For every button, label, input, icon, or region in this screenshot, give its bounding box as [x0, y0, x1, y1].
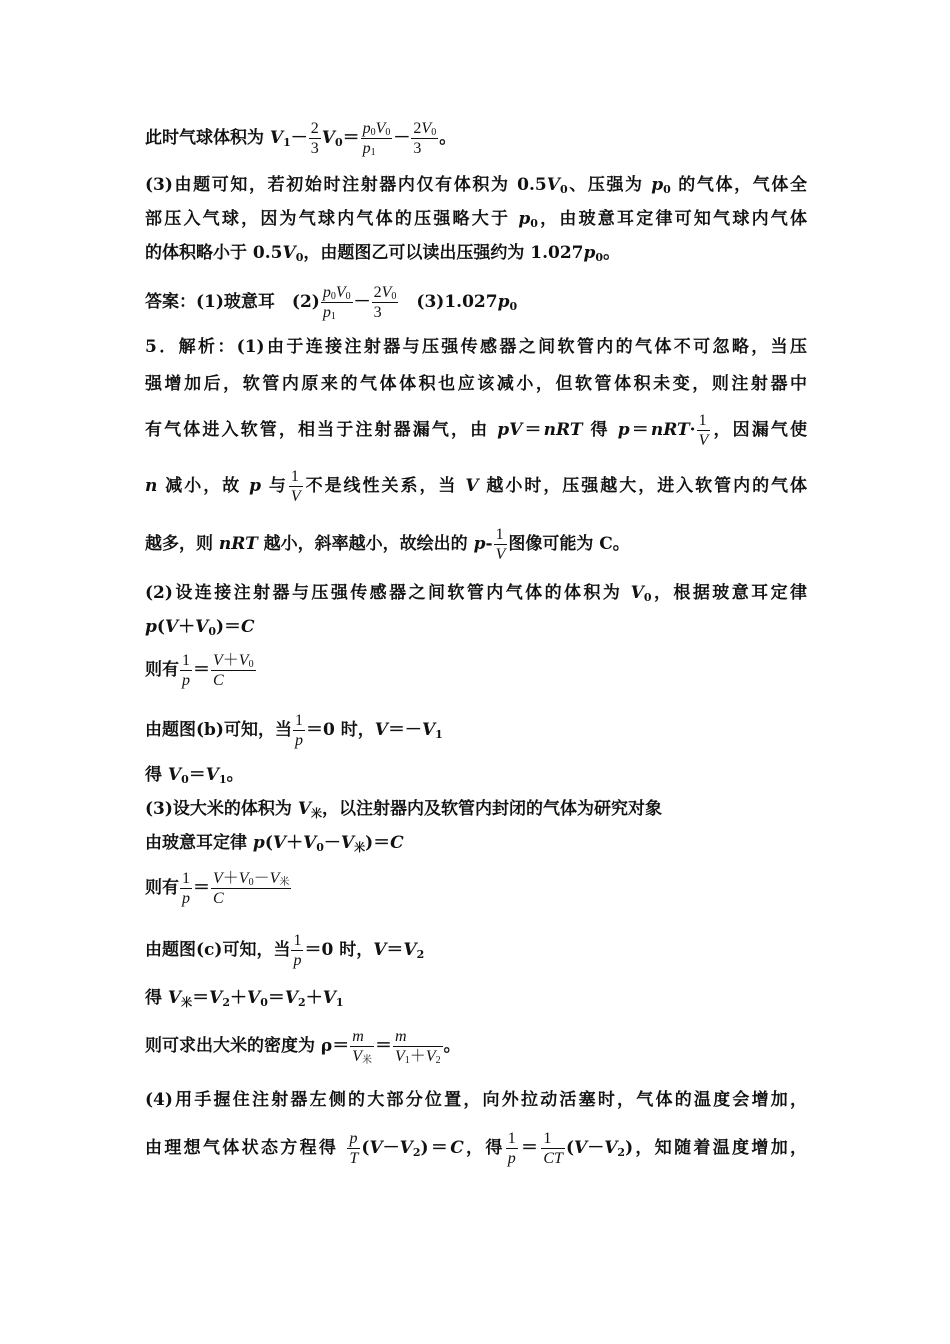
text-line: (3)由题可知，若初始时注射器内仅有体积为 $0.5V_0$、压强为 $p_0$ 的气体，气体全: [145, 175, 807, 196]
fraction: $\frac{2V_0}{3}$: [373, 284, 397, 321]
fraction: $\frac{2V_0}{3}$: [413, 120, 437, 157]
text-line: 则有 $\frac{1}{p}$ ＝ $\frac{V+V_0-V_米}{C}$: [145, 870, 290, 907]
text-line: $p(V+V_0)=C$: [145, 617, 255, 638]
fraction: $\frac{m}{V_1+V_2}$: [395, 1028, 441, 1066]
text-line: 有气体进入软管，相当于注射器漏气，由 pV＝nRT 得 p＝nRT· $\frac{1}{V}$ ，因漏气使: [145, 412, 807, 449]
text-line: 则可求出大米的密度为 ρ＝ $\frac{m}{V_米}$ ＝ $\frac{m}{V_1+V_2}$ 。: [145, 1028, 461, 1066]
answer-line: 答案：(1)玻意耳 (2) $\frac{p_0V_0}{p_1}$ － $\frac{2V_0}{3}$ $(3)1.027p_0$: [145, 284, 518, 322]
fraction: $\frac{1}{V}$: [698, 412, 709, 449]
text-line: 强增加后，软管内原来的气体体积也应该减小，但软管体积未变，则注射器中: [145, 374, 807, 394]
text-line: 由题图(b)可知，当 $\frac{1}{p}$ ＝0 时，$V=-V_1$: [145, 712, 443, 749]
fraction: $\frac{2}{3}$: [310, 120, 319, 157]
text-line: 得 $V_0=V_1$。: [145, 765, 244, 786]
fraction: $\frac{p}{T}$: [349, 1130, 359, 1167]
fraction: $\frac{p_0V_0}{p_1}$: [362, 120, 391, 158]
text-line: 此时气球体积为 $V_1-$ $\frac{2}{3}$ $V_0=$ $\frac{p_0V_0}{p_1}$ － $\frac{2V_0}{3}$ 。: [145, 120, 457, 158]
text-line: (3)设大米的体积为 $V_米$，以注射器内及软管内封闭的气体为研究对象: [145, 799, 663, 820]
fraction: $\frac{1}{p}$: [294, 712, 303, 749]
fraction: $\frac{V+V_0-V_米}{C}$: [213, 870, 290, 907]
text-line: 得 $V_米=V_2+V_0=V_2+V_1$: [145, 988, 344, 1009]
text-line: 的体积略小于 $0.5V_0$，由题图乙可以读出压强约为 $1.027p_0$。: [145, 243, 621, 264]
text-line: 部压入气球，因为气球内气体的压强略大于 $p_0$，由玻意耳定律可知气球内气体: [145, 209, 808, 230]
fraction: $\frac{1}{V}$: [290, 468, 301, 505]
text-line: (2)设连接注射器与压强传感器之间软管内气体的体积为 $V_0$，根据玻意耳定律: [145, 583, 807, 604]
text-line: (4)用手握住注射器左侧的大部分位置，向外拉动活塞时，气体的温度会增加，: [145, 1090, 807, 1110]
text-line: 由题图(c)可知，当 $\frac{1}{p}$ ＝0 时，$V=V_2$: [145, 932, 425, 969]
text-line: 由玻意耳定律 $p(V+V_0-V_米)=C$: [145, 833, 404, 854]
text-line: 5．解析：(1)由于连接注射器与压强传感器之间软管内的气体不可忽略，当压: [145, 337, 807, 357]
fraction: $\frac{1}{p}$: [507, 1130, 516, 1167]
fraction: $\frac{p_0V_0}{p_1}$: [322, 284, 351, 322]
solution-text: [145, 118, 807, 1176]
fraction: $\frac{1}{V}$: [495, 526, 506, 563]
fraction: $\frac{V+V_0}{C}$: [213, 652, 254, 689]
text-line: 则有 $\frac{1}{p}$ ＝ $\frac{V+V_0}{C}$: [145, 652, 254, 689]
fraction: $\frac{1}{p}$: [182, 652, 190, 689]
text-line: 由理想气体状态方程得 $\frac{p}{T}$ $(V-V_2)=C$，得 $\frac{1}{p}$ ＝ $\frac{1}{CT}$ $(V-V_2)$，知随着温度增加，: [145, 1130, 808, 1167]
text-line: 越多，则 nRT 越小，斜率越小，故绘出的 p- $\frac{1}{V}$ 图像可能为 C。: [145, 526, 630, 563]
fraction: $\frac{1}{p}$: [293, 932, 302, 969]
fraction: $\frac{1}{CT}$: [543, 1130, 563, 1167]
text-line: n 减小，故 p 与 $\frac{1}{V}$ 不是线性关系，当 V 越小时，压强越大，进入软管内的气体: [145, 468, 808, 505]
fraction: $\frac{m}{V_米}$: [352, 1028, 373, 1066]
fraction: $\frac{1}{p}$: [182, 870, 190, 907]
